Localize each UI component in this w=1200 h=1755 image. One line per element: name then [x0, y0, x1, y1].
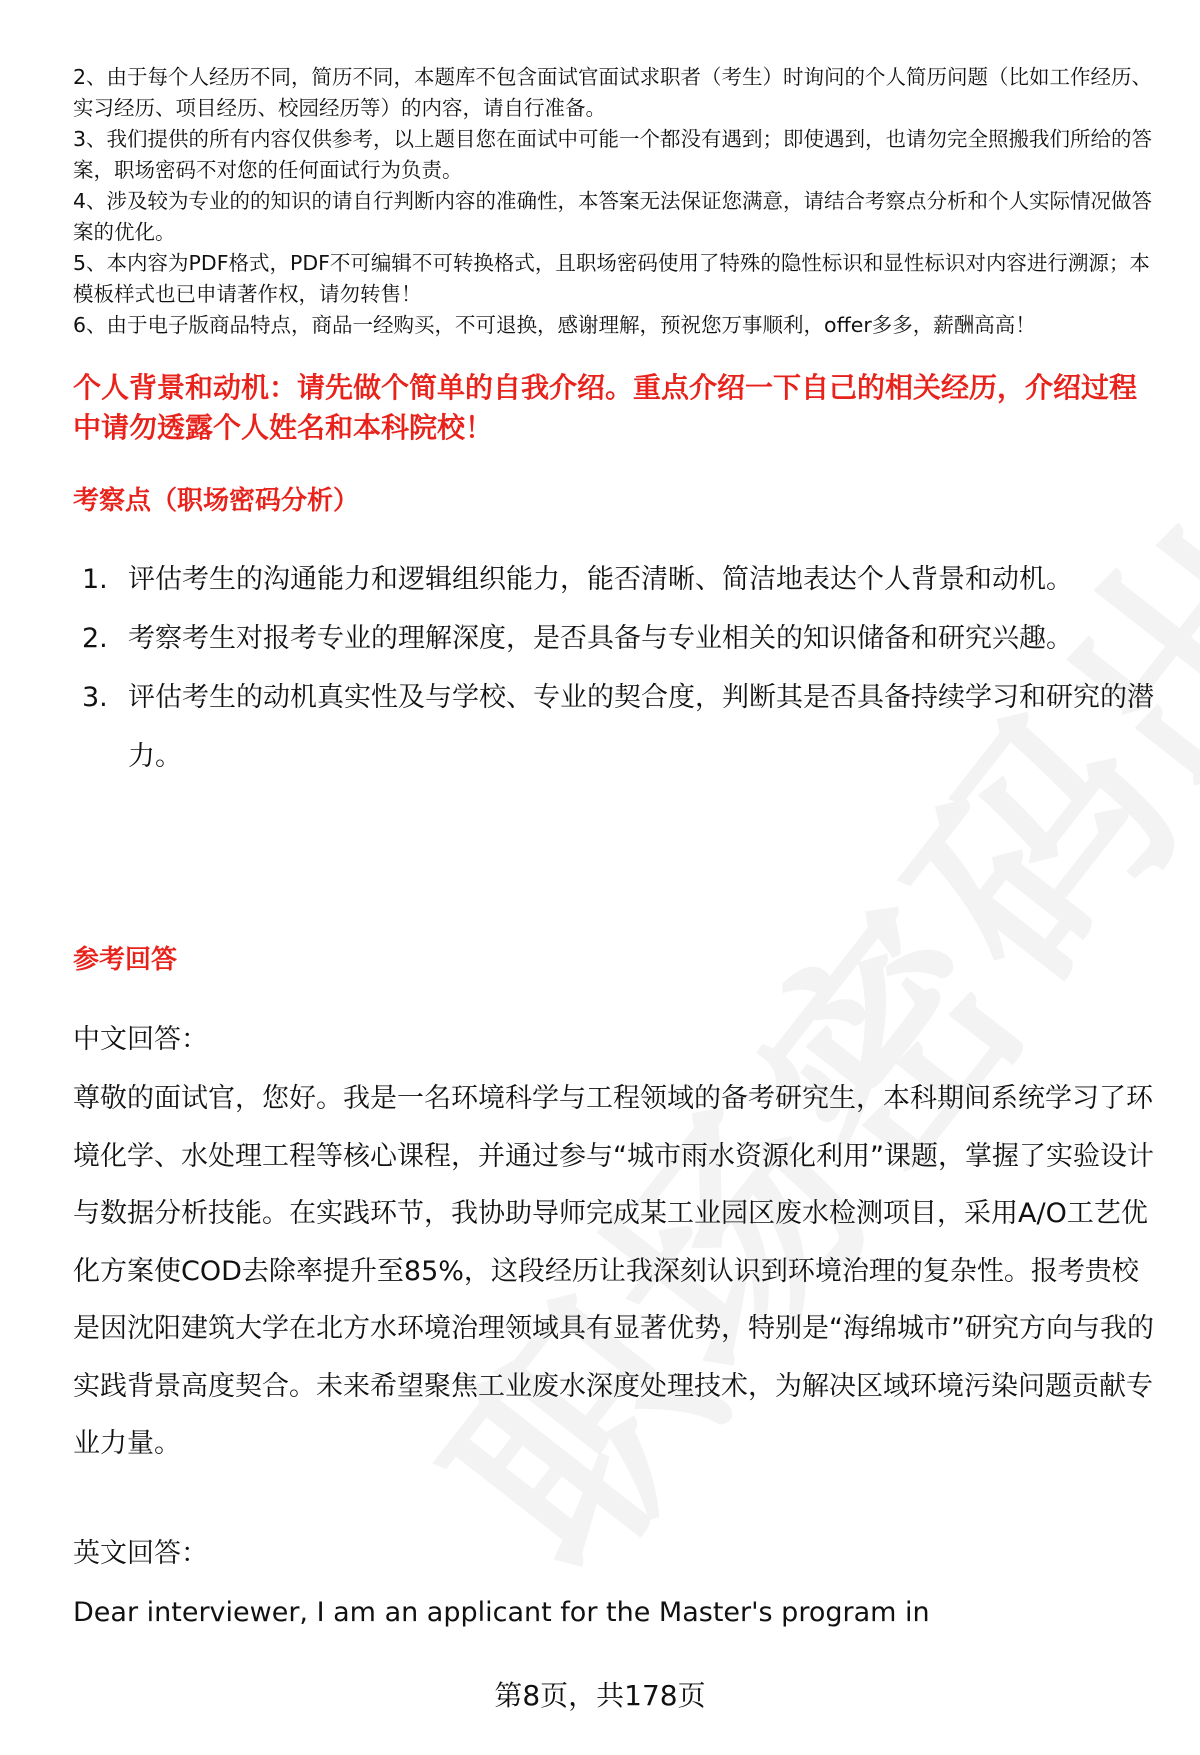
key-point-text: 考察考生对报考专业的理解深度，是否具备与专业相关的知识储备和研究兴趣。: [128, 623, 1073, 654]
key-point-item: [82, 609, 1162, 668]
note-item: 6、由于电子版商品特点，商品一经购买，不可退换，感谢理解，预祝您万事顺利，offer多多，薪酬高高！: [73, 313, 1036, 337]
note-item: 3、我们提供的所有内容仅供参考，以上题目您在面试中可能一个都没有遇到；即使遇到，也请勿完全照搬我们所给的答案，职场密码不对您的任何面试行为负责。: [73, 127, 1153, 182]
key-point-text: 评估考生的沟通能力和逻辑组织能力，能否清晰、简洁地表达个人背景和动机。: [128, 564, 1073, 595]
key-points-heading: 考察点（职场密码分析）: [73, 486, 360, 516]
note-item: 4、涉及较为专业的的知识的请自行判断内容的准确性，本答案无法保证您满意，请结合考察点分析和个人实际情况做答案的优化。: [73, 189, 1153, 244]
key-points-list: [82, 550, 1162, 786]
question-heading: 个人背景和动机：请先做个简单的自我介绍。重点介绍一下自己的相关经历，介绍过程中请勿透露个人姓名和本科院校！: [73, 371, 1138, 444]
key-point-number: 3.: [82, 682, 108, 713]
key-point-item: [82, 550, 1162, 609]
note-item: 2、由于每个人经历不同，简历不同，本题库不包含面试官面试求职者（考生）时询问的个人简历问题（比如工作经历、实习经历、项目经历、校园经历等）的内容，请自行准备。: [73, 65, 1153, 120]
key-point-text: 评估考生的动机真实性及与学校、专业的契合度，判断其是否具备持续学习和研究的潜力。: [128, 682, 1154, 772]
english-answer-text: Dear interviewer, I am an applicant for the Master's program in: [73, 1597, 930, 1628]
chinese-answer-text: 尊敬的面试官，您好。我是一名环境科学与工程领域的备考研究生，本科期间系统学习了环境化学、水处理工程等核心课程，并通过参与“城市雨水资源化利用”课题，掌握了实验设计与数据分析技能。在实践环节，我协助导师完成某工业园区废水检测项目，采用A/O工艺优化方案使COD去除率提升至85%，这段经历让我深刻认识到环境治理的复杂性。报考贵校是因沈阳建筑大学在北方水环境治理领域具有显著优势，特别是“海绵城市”研究方向与我的实践背景高度契合。未来希望聚焦工业废水深度处理技术，为解决区域环境污染问题贡献专业力量。: [73, 1083, 1154, 1459]
note-item: 5、本内容为PDF格式，PDF不可编辑不可转换格式，且职场密码使用了特殊的隐性标识和显性标识对内容进行溯源；本模板样式也已申请著作权，请勿转售！: [73, 251, 1150, 306]
page-number-footer: 第8页，共178页: [494, 1679, 706, 1712]
notes-list: [73, 62, 1163, 341]
english-answer-label: 英文回答：: [73, 1538, 208, 1569]
key-point-number: 1.: [82, 564, 108, 595]
chinese-answer-label: 中文回答：: [73, 1024, 208, 1055]
reference-answer-heading: 参考回答: [73, 945, 178, 975]
key-point-number: 2.: [82, 623, 108, 654]
key-point-item: [82, 668, 1162, 786]
